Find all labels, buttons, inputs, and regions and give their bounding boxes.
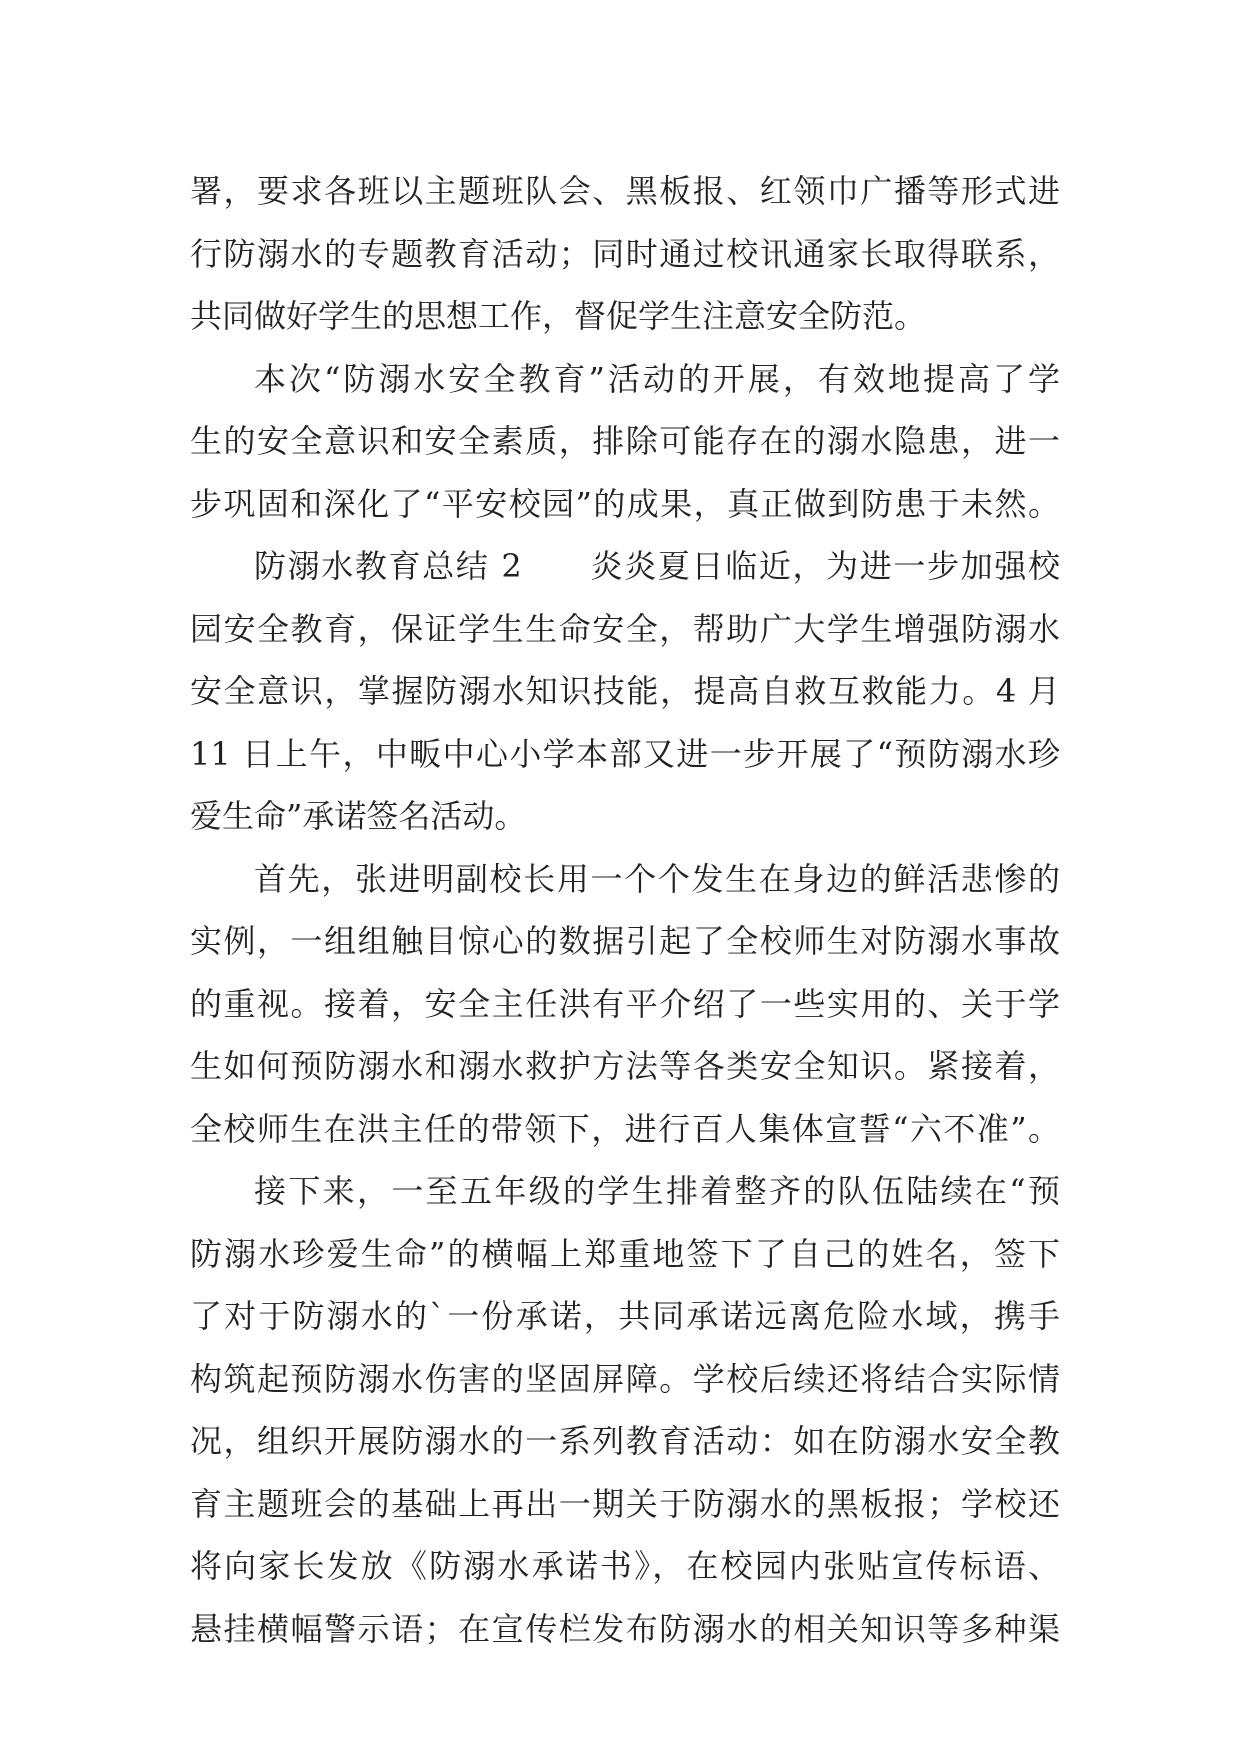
- text-line-2: 行防溺水的专题教育活动；同时通过校讯通家长取得联系，: [190, 234, 1060, 273]
- text-line-24: 悬挂横幅警示语；在宣传栏发布防溺水的相关知识等多种渠: [190, 1609, 1060, 1648]
- text-line-8: 园安全教育，保证学生生命安全，帮助广大学生增强防溺水: [190, 609, 1060, 648]
- document-body: [190, 160, 1060, 1660]
- text-line-23: 将向家长发放《防溺水承诺书》，在校园内张贴宣传标语、: [190, 1547, 1060, 1585]
- text-line-21: 况，组织开展防溺水的一系列教育活动：如在防溺水安全教: [190, 1422, 1060, 1460]
- text-line-1: 署，要求各班以主题班队会、黑板报、红领巾广播等形式进: [190, 172, 1060, 210]
- text-line-3: 共同做好学生的思想工作，督促学生注意安全防范。: [190, 297, 927, 335]
- text-line-9: 安全意识，掌握防溺水知识技能，提高自救互救能力。4 月: [190, 672, 1060, 710]
- text-line-17: 接下来，一至五年级的学生排着整齐的队伍陆续在“预: [254, 1172, 1060, 1210]
- text-line-13: 实例，一组组触目惊心的数据引起了全校师生对防溺水事故: [190, 922, 1060, 960]
- text-line-12: 首先，张进明副校长用一个个发生在身边的鲜活悲惨的: [254, 859, 1060, 898]
- text-line-14: 的重视。接着，安全主任洪有平介绍了一些实用的、关于学: [190, 984, 1060, 1023]
- text-line-20: 构筑起预防溺水伤害的坚固屏障。学校后续还将结合实际情: [190, 1359, 1060, 1398]
- text-line-6: 步巩固和深化了“平安校园”的成果，真正做到防患于未然。: [190, 484, 1060, 523]
- text-line-4: 本次“防溺水安全教育”活动的开展，有效地提高了学: [254, 359, 1060, 398]
- text-line-15: 生如何预防溺水和溺水救护方法等各类安全知识。紧接着，: [190, 1047, 1060, 1085]
- text-line-5: 生的安全意识和安全素质，排除可能存在的溺水隐患，进一: [190, 422, 1060, 460]
- text-line-16: 全校师生在洪主任的带领下，进行百人集体宣誓“六不准”。: [190, 1109, 1060, 1148]
- text-line-18: 防溺水珍爱生命”的横幅上郑重地签下了自己的姓名，签下: [190, 1234, 1060, 1273]
- text-line-7: 防溺水教育总结 2 炎炎夏日临近，为进一步加强校: [254, 547, 1060, 585]
- text-line-10: 11 日上午，中畈中心小学本部又进一步开展了“预防溺水珍: [190, 734, 1060, 773]
- text-line-11: 爱生命”承诺签名活动。: [190, 797, 527, 835]
- text-line-19: 了对于防溺水的`一份承诺，共同承诺远离危险水域，携手: [190, 1297, 1060, 1335]
- text-line-22: 育主题班会的基础上再出一期关于防溺水的黑板报；学校还: [190, 1484, 1060, 1523]
